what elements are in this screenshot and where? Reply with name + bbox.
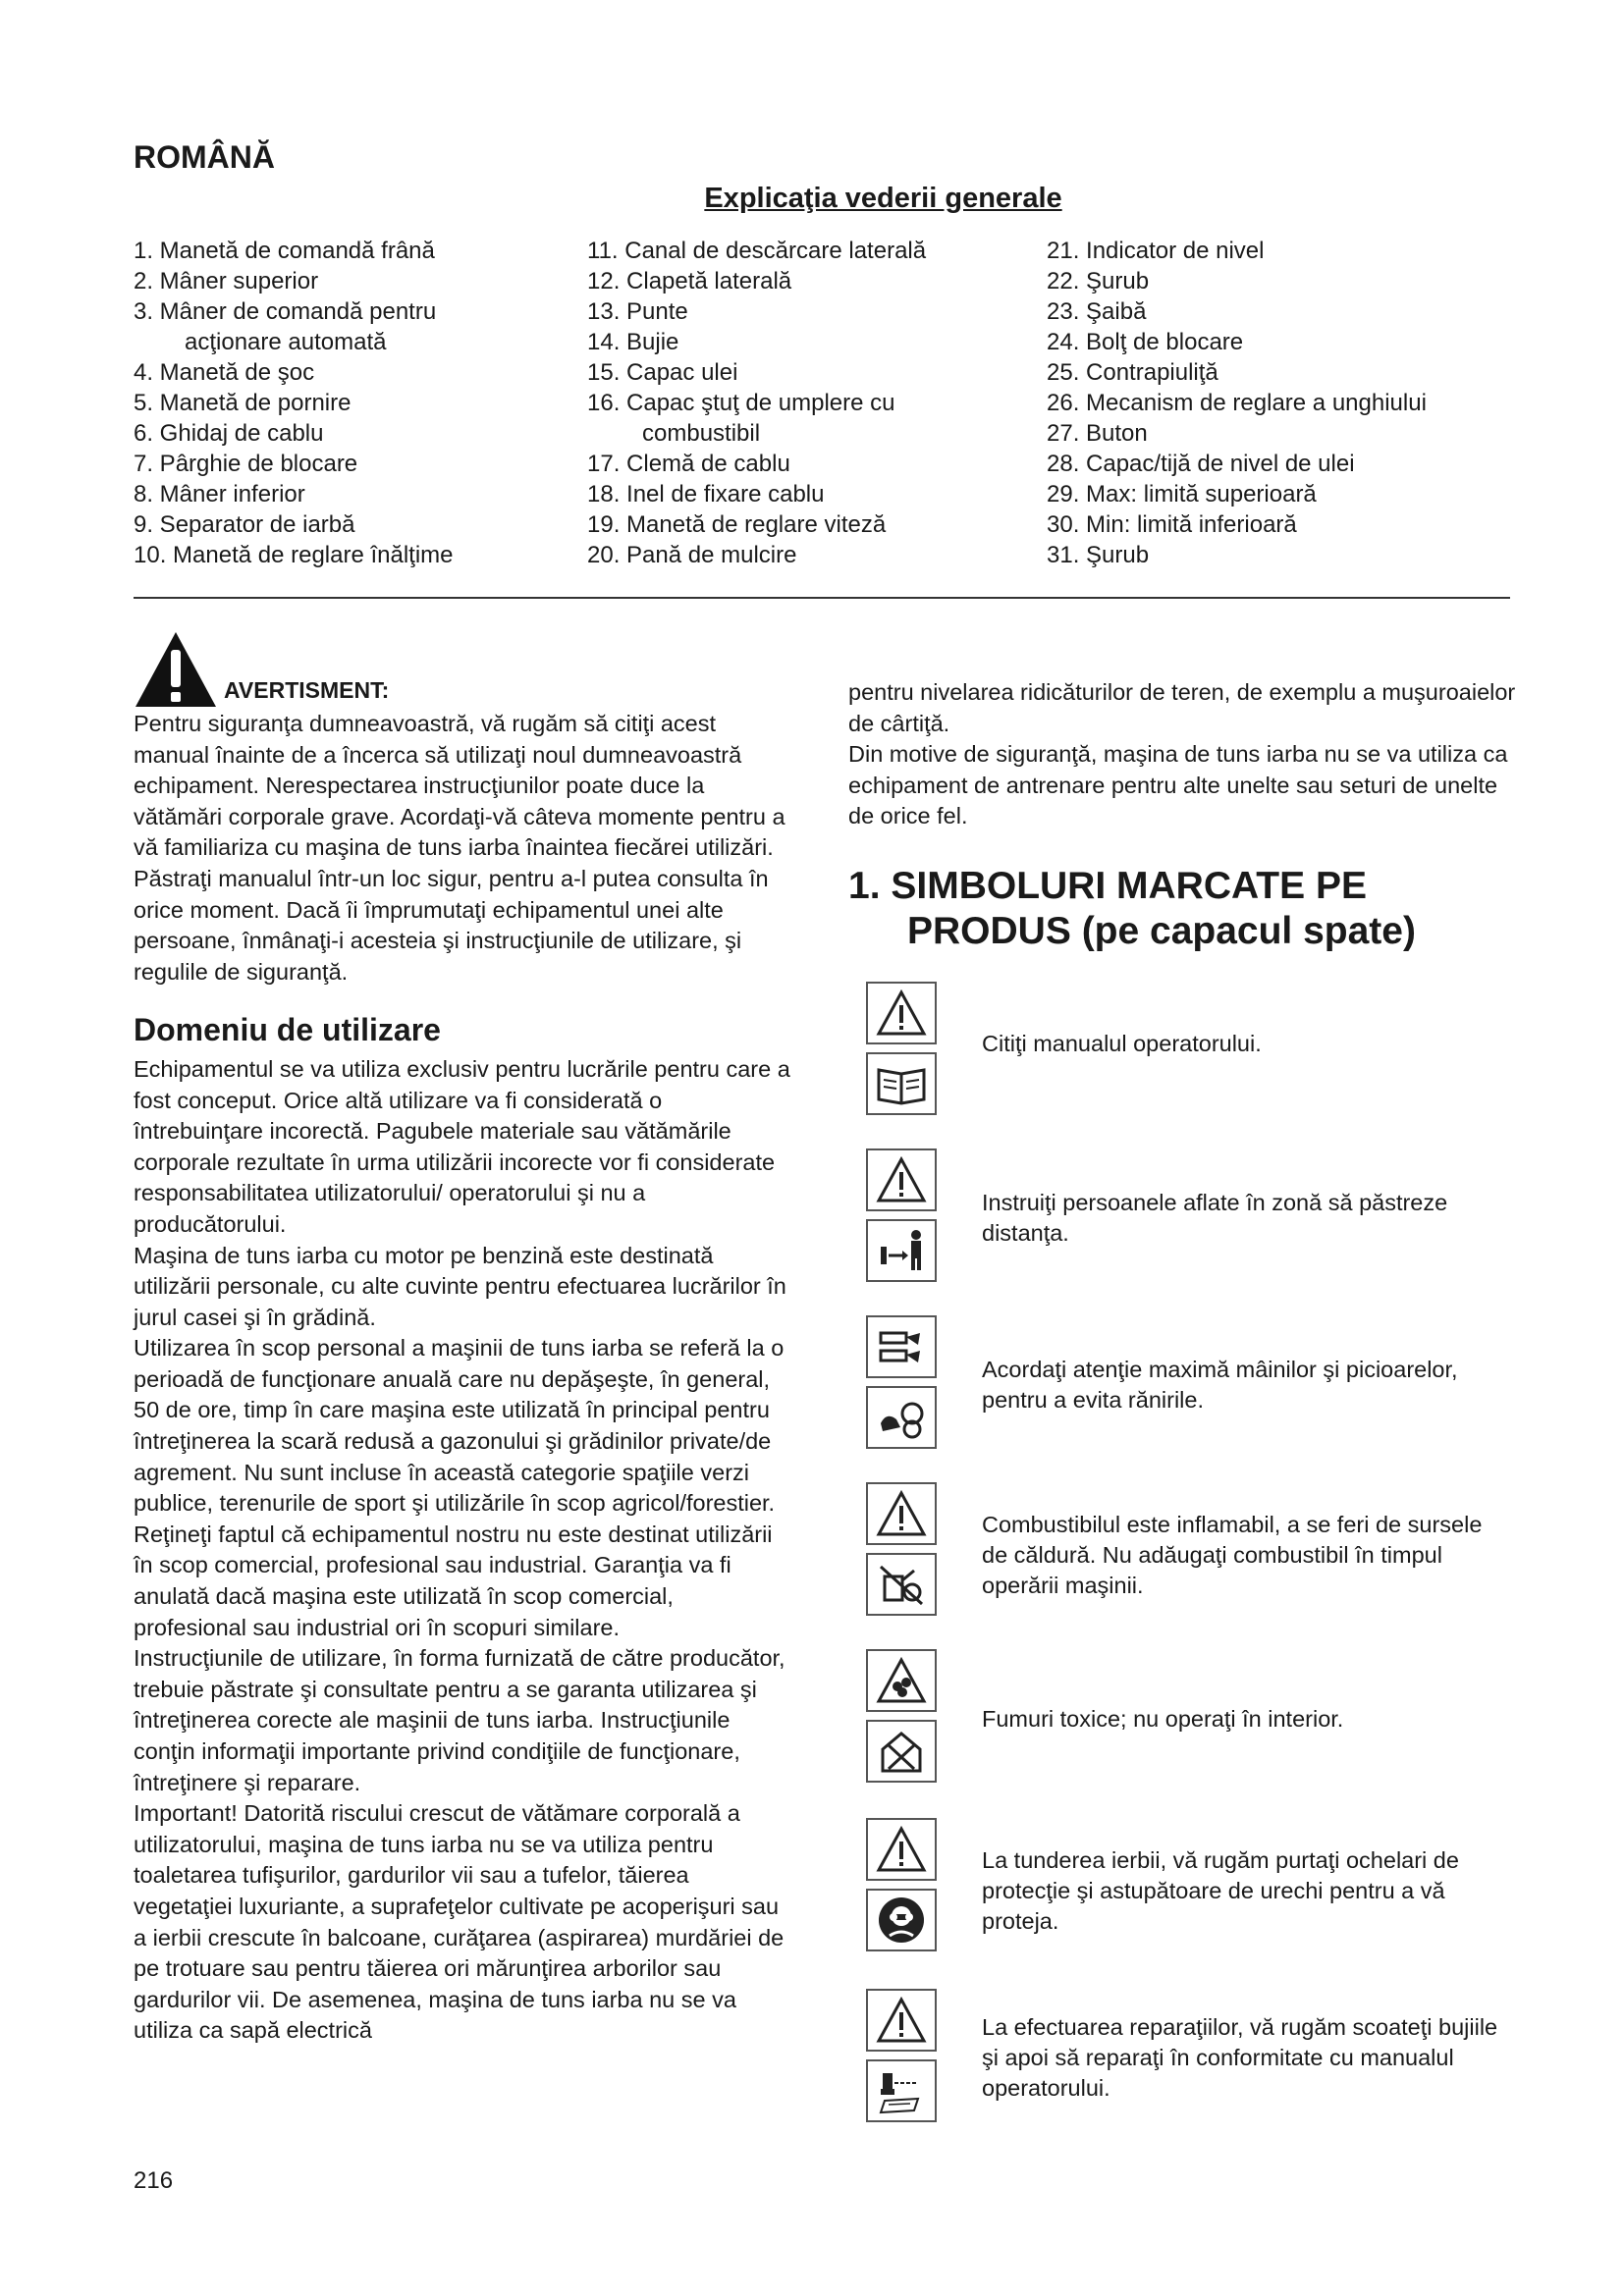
overview-title: Explicaţia vederii generale <box>704 183 1062 214</box>
warning-triangle-icon <box>866 1989 937 2052</box>
overview-item: 26. Mecanism de reglare a unghiului <box>1047 390 1427 416</box>
overview-item: 24. Bolţ de blocare <box>1047 329 1244 355</box>
symbol-row <box>866 1315 1514 1463</box>
warning-triangle-icon <box>866 982 937 1044</box>
usage-text <box>134 1054 791 2047</box>
overview-item: 9. Separator de iarbă <box>134 511 355 538</box>
overview-item: 23. Şaibă <box>1047 298 1147 325</box>
overview-item: 22. Şurub <box>1047 268 1150 294</box>
symbol-description: Fumuri toxice; nu operaţi în interior. <box>982 1706 1344 1732</box>
overview-item: 3. Mâner de comandă pentru <box>134 298 437 325</box>
overview-item: 31. Şurub <box>1047 542 1150 568</box>
symbol-icons <box>866 1315 937 1457</box>
symbol-row <box>866 1818 1514 1965</box>
symbol-row <box>866 1482 1514 1629</box>
symbol-icons <box>866 1482 937 1624</box>
usage-paragraph: Reţineţi faptul că echipamentul nostru nu este destinat utilizării în scop comercial, profesional sau industrial. Garanţia va fi anulată dacă maşina este utilizată în scop comercial, profesional sau industrial ori în scopuri similare. <box>134 1521 773 1640</box>
right-column <box>848 677 1516 954</box>
usage-paragraph: Echipamentul se va utiliza exclusiv pentru lucrările pentru care a fost conceput. Orice altă utilizare va fi considerată o întrebuinţare incorectă. Pagubele materiale sau vătămările corporale rezultate în urma utilizării incorecte vor fi considerate responsabilitatea utilizatorului/ operatorului şi nu a producătorului. <box>134 1055 790 1237</box>
warning-triangle-icon <box>866 1818 937 1881</box>
overview-item: 19. Manetă de reglare viteză <box>587 511 887 538</box>
overview-item: 1. Manetă de comandă frână <box>134 238 435 264</box>
overview-item: 13. Punte <box>587 298 688 325</box>
symbol-icons <box>866 1989 937 2130</box>
symbol-description: Combustibilul este inflamabil, a se feri de sursele de căldură. Nu adăugaţi combustibil în timpul operării maşinii. <box>982 1512 1483 1598</box>
overview-item: 29. Max: limită superioară <box>1047 481 1317 507</box>
overview-item: 7. Pârghie de blocare <box>134 451 358 477</box>
continuation-text: pentru nivelarea ridicăturilor de teren, de exemplu a muşuroaielor de cârtiţă. <box>848 679 1516 736</box>
symbol-row <box>866 1148 1514 1296</box>
section-title <box>848 864 1516 954</box>
warning-header <box>134 628 791 709</box>
overview-column-1 <box>134 236 454 570</box>
symbol-description: La tunderea ierbii, vă rugăm purtaţi ochelari de protecţie şi astupătoare de urechi pentru a vă proteja. <box>982 1847 1459 1934</box>
continuation-text: Din motive de siguranţă, maşina de tuns iarba nu se va utiliza ca echipament de antrenare pentru alte unelte sau seturi de unelte de orice fel. <box>848 741 1508 829</box>
overview-item: 25. Contrapiuliţă <box>1047 359 1218 386</box>
symbol-description: Citiţi manualul operatorului. <box>982 1031 1262 1056</box>
language-heading: ROMÂNĂ <box>134 139 275 175</box>
overview-column-2 <box>587 236 926 570</box>
overview-item: 17. Clemă de cablu <box>587 451 790 477</box>
section-title-line2: PRODUS (pe capacul spate) <box>907 909 1416 952</box>
symbol-icons <box>866 982 937 1123</box>
symbol-description: La efectuarea reparaţiilor, vă rugăm scoateţi bujiile şi apoi să reparaţi în conformitate cu manualul operatorului. <box>982 2014 1498 2101</box>
overview-item: 4. Manetă de şoc <box>134 359 315 386</box>
overview-item: 16. Capac ştuţ de umplere cu <box>587 390 895 416</box>
usage-paragraph: Utilizarea în scop personal a maşinii de tuns iarba se referă la o perioadă de funcţionare anuală care nu depăşeşte, în general, 50 de ore, timp în care maşina este utilizată în principal pentru întreţinerea la scară redusă a gazonului şi grădinilor private/de agrement. Nu sunt incluse în această categorie spaţiile verzi publice, terenurile de sport şi utilizările în scop agricol/forestier. <box>134 1335 785 1517</box>
usage-paragraph: Maşina de tuns iarba cu motor pe benzină este destinată utilizării personale, cu alte cuvinte pentru efectuarea lucrărilor în jurul casei şi în grădină. <box>134 1242 786 1330</box>
overview-item: 12. Clapetă laterală <box>587 268 792 294</box>
symbol-icons <box>866 1818 937 1959</box>
no-indoor-icon <box>866 1720 937 1783</box>
overview-item: 8. Mâner inferior <box>134 481 305 507</box>
foot-blade-icon <box>866 1386 937 1449</box>
symbol-row <box>866 1649 1514 1796</box>
usage-heading: Domeniu de utilizare <box>134 1012 441 1048</box>
overview-item: 11. Canal de descărcare laterală <box>587 238 927 264</box>
symbol-description: Acordaţi atenţie maximă mâinilor şi picioarelor, pentru a evita rănirile. <box>982 1357 1458 1413</box>
warning-triangle-icon <box>866 1148 937 1211</box>
overview-item: 10. Manetă de reglare înălţime <box>134 542 454 568</box>
overview-item: combustibil <box>642 420 761 447</box>
spark-plug-icon <box>866 2059 937 2122</box>
page-number: 216 <box>134 2167 174 2194</box>
overview-item: 14. Bujie <box>587 329 679 355</box>
usage-paragraph: Important! Datorită riscului crescut de vătămare corporală a utilizatorului, maşina de tuns iarba nu se va utiliza pentru toaletarea tufişurilor, gardurilor vii sau a tufelor, tăierea vegetaţiei luxuriante, a suprafeţelor cultivate pe acoperişuri sau a ierbii crescute în balcoane, curăţarea (aspirarea) murdăriei de pe trotuare sau pentru tăierea ori mărunţirea arborilor sau gardurilor vii. De asemenea, maşina de tuns iarba nu se va utiliza ca sapă electrică <box>134 1800 785 2044</box>
overview-column-3 <box>1047 236 1427 570</box>
toxic-fumes-icon <box>866 1649 937 1712</box>
symbol-description: Instruiţi persoanele aflate în zonă să păstreze distanţa. <box>982 1190 1448 1246</box>
eye-ear-protection-icon <box>866 1889 937 1951</box>
overview-item: 28. Capac/tijă de nivel de ulei <box>1047 451 1355 477</box>
overview-item: 27. Buton <box>1047 420 1148 447</box>
symbol-row <box>866 1989 1514 2136</box>
overview-item: 2. Mâner superior <box>134 268 319 294</box>
overview-item: 30. Min: limită inferioară <box>1047 511 1297 538</box>
symbol-icons <box>866 1649 937 1790</box>
no-refuel-icon <box>866 1553 937 1616</box>
overview-item: 18. Inel de fixare cablu <box>587 481 825 507</box>
left-column <box>134 628 791 2047</box>
usage-paragraph: Instrucţiunile de utilizare, în forma furnizată de către producător, trebuie păstrate şi consultate pentru a se garanta utilizarea şi întreţinerea corecte ale maşinii de tuns iarba. Instrucţiunile conţin informaţii importante privind condiţiile de funcţionare, întreţinere şi reparare. <box>134 1645 785 1795</box>
overview-item: 6. Ghidaj de cablu <box>134 420 324 447</box>
warning-label: AVERTISMENT: <box>224 677 390 704</box>
warning-triangle-icon <box>134 630 218 709</box>
warning-text: Pentru siguranţa dumneavoastră, vă rugăm să citiţi acest manual înainte de a încerca să utilizaţi noul dumneavoastră echipament. Nerespectarea instrucţiunilor poate duce la vătămări corporale grave. Acordaţi-vă câteva momente pentru a vă familiariza cu maşina de tuns iarba înaintea fiecărei utilizări. Păstraţi manualul într-un loc sigur, pentru a-l putea consulta în orice moment. Dacă îi împrumutaţi echipamentul unei alte persoane, înmânaţi-i acesteia şi instrucţiunile de utilizare, şi regulile de siguranţă. <box>134 711 785 985</box>
book-icon <box>866 1052 937 1115</box>
symbol-row <box>866 982 1514 1129</box>
symbol-icons <box>866 1148 937 1290</box>
overview-item: acţionare automată <box>185 329 387 355</box>
divider <box>134 597 1510 599</box>
overview-item: 5. Manetă de pornire <box>134 390 352 416</box>
overview-item: 20. Pană de mulcire <box>587 542 797 568</box>
warning-triangle-icon <box>866 1482 937 1545</box>
hand-blade-icon <box>866 1315 937 1378</box>
section-title-line1: 1. SIMBOLURI MARCATE PE <box>848 864 1367 907</box>
overview-item: 21. Indicator de nivel <box>1047 238 1265 264</box>
overview-item: 15. Capac ulei <box>587 359 738 386</box>
keep-distance-icon <box>866 1219 937 1282</box>
